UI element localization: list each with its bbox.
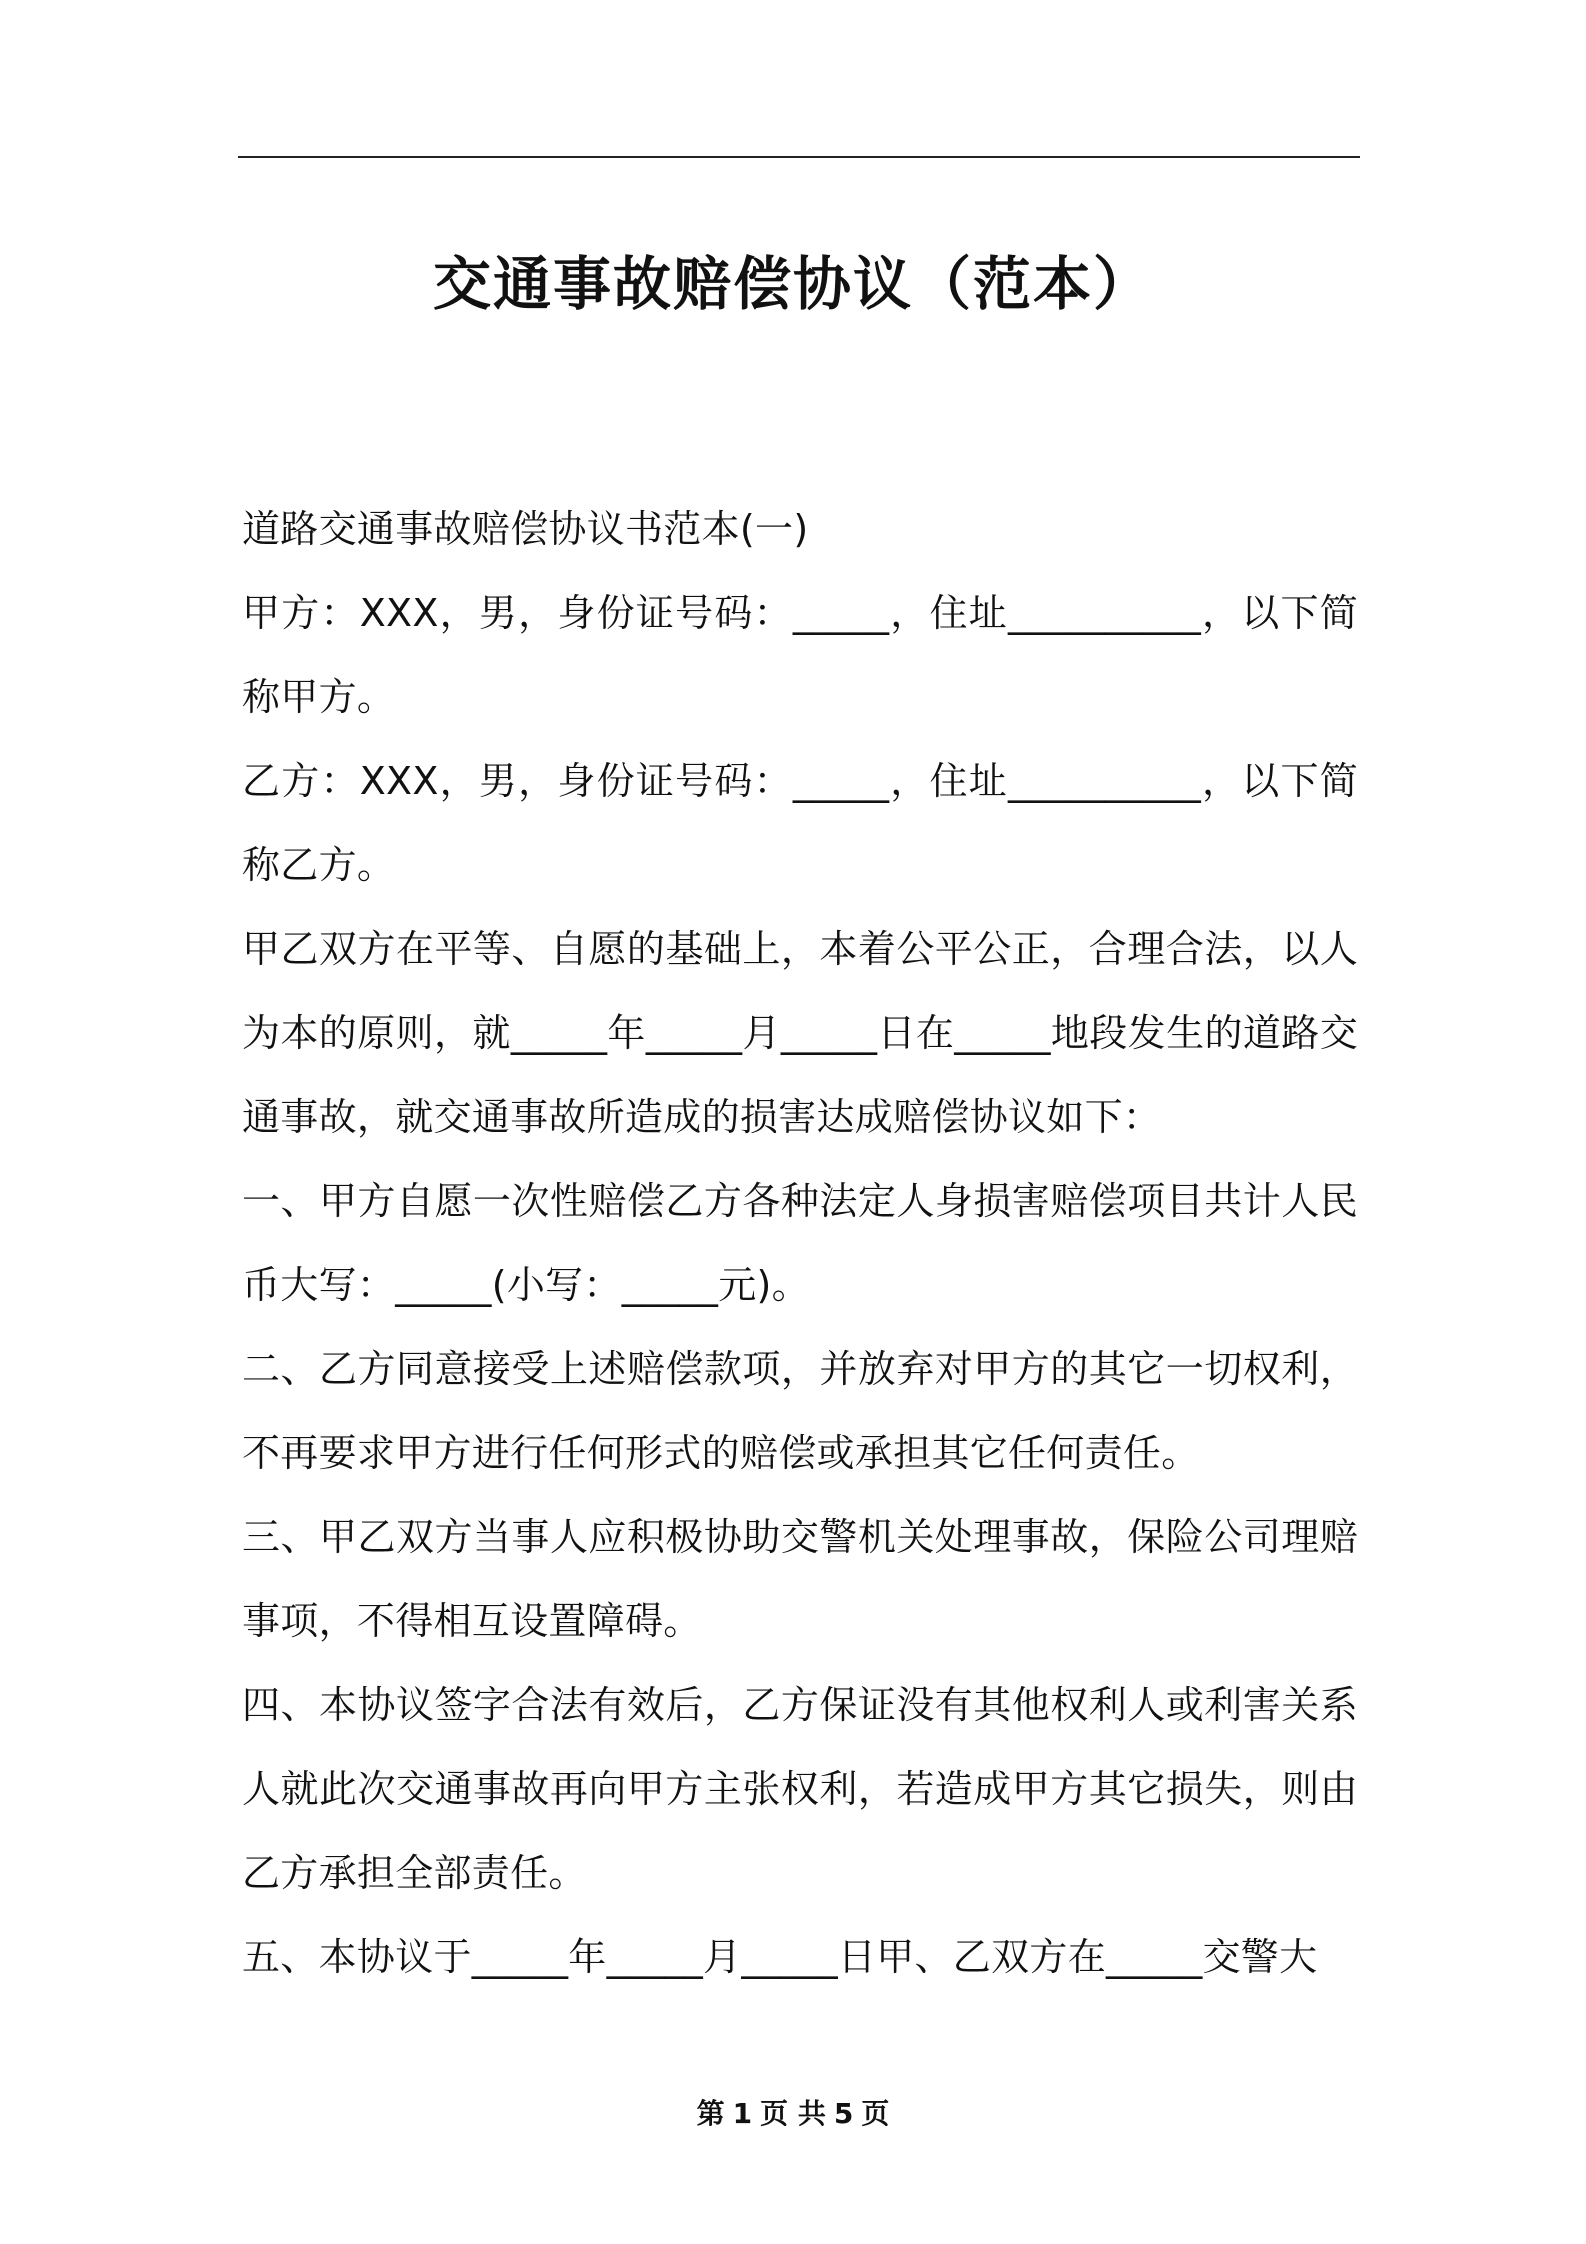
document-body [242, 487, 1358, 1999]
paragraph-clause-3: 三、甲乙双方当事人应积极协助交警机关处理事故，保险公司理赔事项，不得相互设置障碍。 [242, 1515, 1358, 1643]
footer-prefix: 第 [696, 2097, 725, 2130]
paragraph-clause-2: 二、乙方同意接受上述赔偿款项，并放弃对甲方的其它一切权利，不再要求甲方进行任何形式的赔偿或承担其它任何责任。 [242, 1347, 1358, 1475]
paragraph-party-b: 乙方：XXX，男，身份证号码：_____，住址__________，以下简称乙方。 [242, 759, 1358, 887]
page-footer [0, 2094, 1586, 2134]
paragraph-clause-4: 四、本协议签字合法有效后，乙方保证没有其他权利人或利害关系人就此次交通事故再向甲方主张权利，若造成甲方其它损失，则由乙方承担全部责任。 [242, 1683, 1358, 1895]
footer-suffix: 页 [861, 2097, 890, 2130]
footer-total-pages: 5 [833, 2097, 854, 2130]
document-title: 交通事故赔偿协议（范本） [432, 249, 1153, 318]
footer-page-number: 1 [732, 2097, 753, 2130]
paragraph-party-a: 甲方：XXX，男，身份证号码：_____，住址__________，以下简称甲方。 [242, 591, 1358, 719]
paragraph-clause-1: 一、甲方自愿一次性赔偿乙方各种法定人身损害赔偿项目共计人民币大写：_____(小写：_____元)。 [242, 1179, 1358, 1307]
paragraph-preamble: 甲乙双方在平等、自愿的基础上，本着公平公正，合理合法，以人为本的原则，就_____年_____月_____日在_____地段发生的道路交通事故，就交通事故所造成的损害达成赔偿协议如下： [242, 927, 1358, 1139]
header-rule [238, 156, 1360, 158]
paragraph-clause-5: 五、本协议于_____年_____月_____日甲、乙双方在_____交警大 [242, 1935, 1318, 1979]
paragraph-subtitle: 道路交通事故赔偿协议书范本(一) [242, 507, 809, 551]
footer-mid: 页 共 [760, 2097, 826, 2130]
